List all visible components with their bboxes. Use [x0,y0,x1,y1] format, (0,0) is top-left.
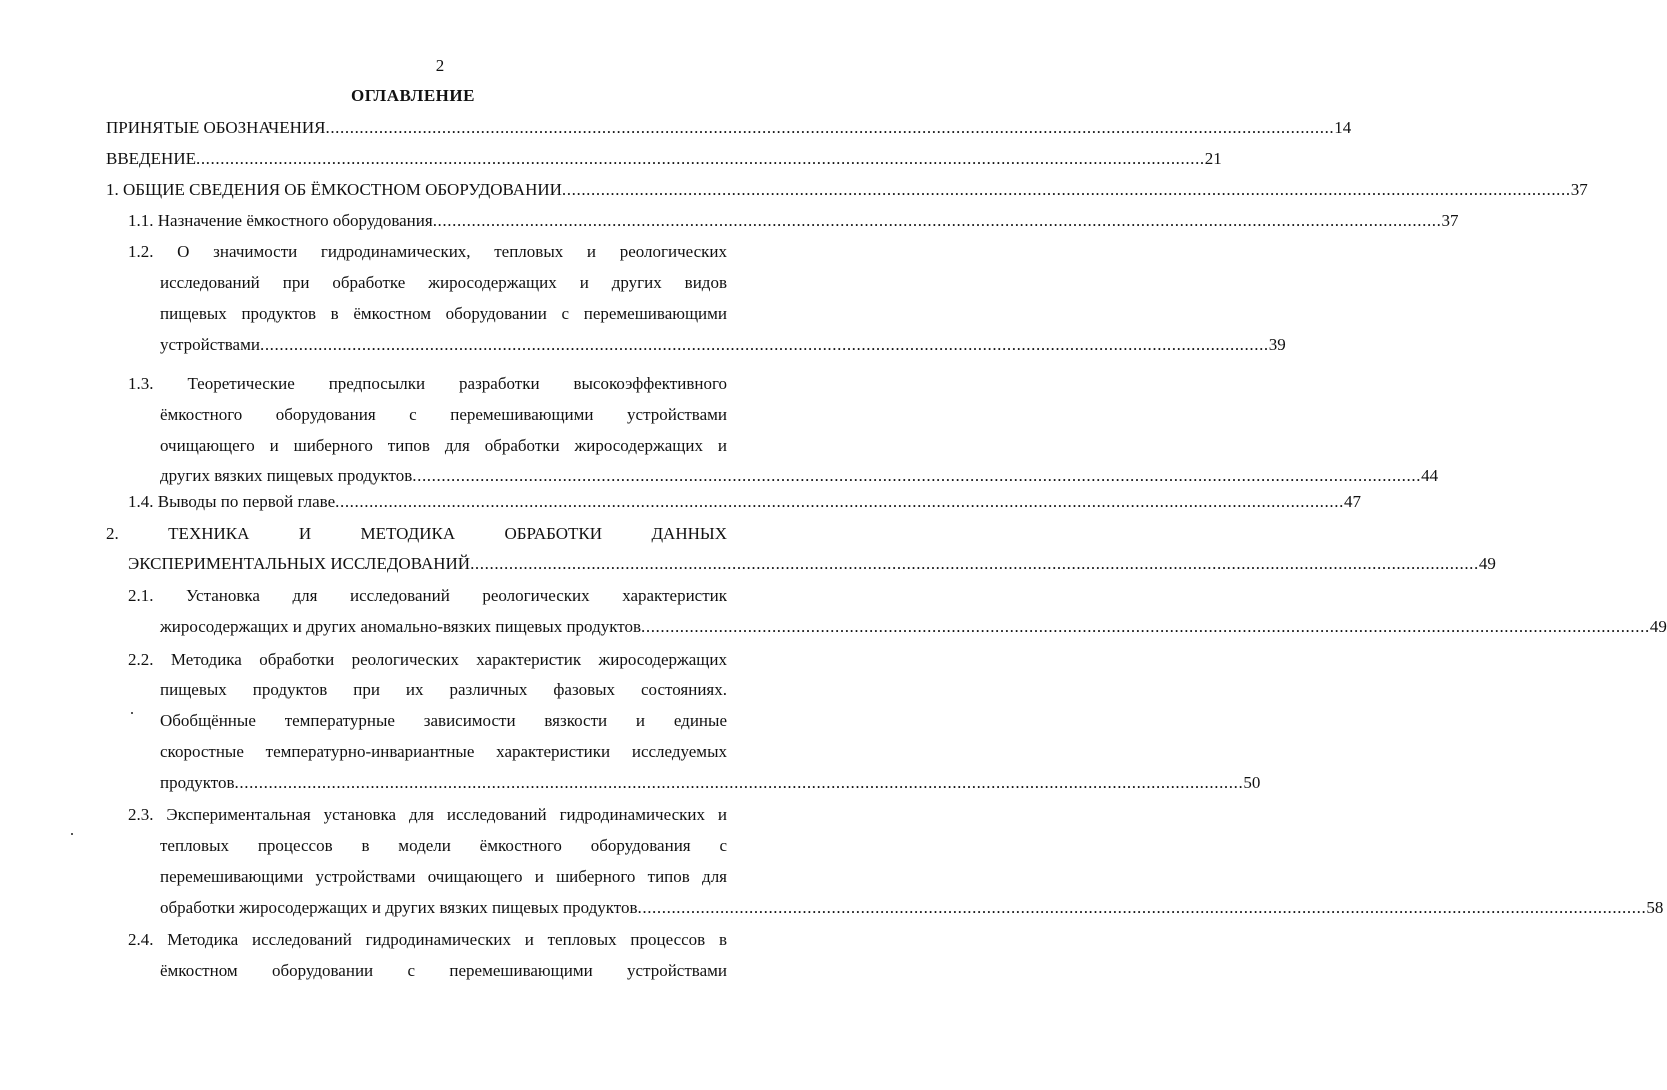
scan-speck [131,712,133,714]
toc-entry-line[interactable] [160,898,1664,918]
toc-entry-line[interactable] [128,211,1459,231]
toc-entry-text: ЭКСПЕРИМЕНТАЛЬНЫХ ИССЛЕДОВАНИЙ [128,554,471,573]
page-number: 2 [435,56,445,75]
page-title: ОГЛАВЛЕНИЕ [351,86,475,105]
toc-entry-line: Обобщённые температурные зависимости вязкости и единые [160,711,727,730]
toc-entry-line[interactable] [160,773,1261,793]
toc-entry-line: 1.2. О значимости гидродинамических, тепловых и реологических [128,242,727,261]
toc-page-number: 37 [1570,180,1588,199]
toc-entry-line: ёмкостном оборудовании с перемешивающими устройствами [160,961,727,980]
toc-entry-text: обработки жиросодержащих и других вязких пищевых продуктов [160,898,638,917]
toc-page-number: 49 [1478,554,1496,573]
dot-leader: ................................................................................................................................................................................................................ [335,492,1344,511]
toc-entry-text: других вязких пищевых продуктов [160,466,413,485]
dot-leader: ................................................................................................................................................................................................................ [412,466,1422,485]
toc-page-number: 50 [1243,773,1261,792]
toc-entry-line: 2.1. Установка для исследований реологических характеристик [128,586,727,605]
toc-entry-line: пищевых продуктов при их различных фазовых состояниях. [160,680,727,699]
toc-page-number: 58 [1646,898,1664,917]
dot-leader: ................................................................................................................................................................................................................ [561,180,1571,199]
toc-entry-text: устройствами [160,335,260,354]
toc-entry-line: исследований при обработке жиросодержащих и других видов [160,273,727,292]
toc-page-number: 44 [1421,466,1439,485]
toc-entry-text: ВВЕДЕНИЕ [106,149,196,168]
toc-entry-line: 1.3. Теоретические предпосылки разработки высокоэффективного [128,374,727,393]
toc-entry-text: 1. ОБЩИЕ СВЕДЕНИЯ ОБ ЁМКОСТНОМ ОБОРУДОВАНИИ [106,180,562,199]
toc-entry-line: 2.2. Методика обработки реологических характеристик жиросодержащих [128,650,727,669]
dot-leader: ................................................................................................................................................................................................................ [259,335,1269,354]
scan-speck [71,833,73,835]
toc-page-number: 39 [1268,335,1286,354]
toc-entry-line: скоростные температурно-инвариантные характеристики исследуемых [160,742,727,761]
toc-entry-line: очищающего и шиберного типов для обработки жиросодержащих и [160,436,727,455]
toc-page-number: 49 [1649,617,1667,636]
toc-page-number: 37 [1441,211,1459,230]
toc-entry-line: ёмкостного оборудования с перемешивающими устройствами [160,405,727,424]
toc-entry-line[interactable] [160,617,1667,637]
dot-leader: ................................................................................................................................................................................................................ [637,898,1647,917]
toc-page-number: 14 [1334,118,1352,137]
dot-leader: ................................................................................................................................................................................................................ [470,554,1479,573]
toc-entry-line[interactable] [128,554,1496,574]
toc-entry-line: тепловых процессов в модели ёмкостного оборудования с [160,836,727,855]
dot-leader: ................................................................................................................................................................................................................ [195,149,1205,168]
toc-entry-line[interactable] [160,335,1286,355]
toc-entry-line[interactable] [160,466,1439,486]
dot-leader: ................................................................................................................................................................................................................ [432,211,1442,230]
toc-page-number: 47 [1343,492,1361,511]
toc-entry-line[interactable] [106,149,1222,169]
toc-entry-text: 1.1. Назначение ёмкостного оборудования [128,211,433,230]
dot-leader: ................................................................................................................................................................................................................ [325,118,1335,137]
dot-leader: ................................................................................................................................................................................................................ [234,773,1244,792]
toc-page-number: 21 [1204,149,1222,168]
toc-entry-line: 2. ТЕХНИКА И МЕТОДИКА ОБРАБОТКИ ДАННЫХ [106,524,727,543]
toc-entry-line[interactable] [106,118,1352,138]
toc-entry-line[interactable] [106,180,1588,200]
toc-entry-line: пищевых продуктов в ёмкостном оборудовании с перемешивающими [160,304,727,323]
toc-entry-text: ПРИНЯТЫЕ ОБОЗНАЧЕНИЯ [106,118,326,137]
toc-entry-line: 2.4. Методика исследований гидродинамических и тепловых процессов в [128,930,727,949]
dot-leader: ................................................................................................................................................................................................................ [641,617,1650,636]
toc-entry-text: продуктов [160,773,235,792]
toc-entry-line: перемешивающими устройствами очищающего и шиберного типов для [160,867,727,886]
toc-entry-line: 2.3. Экспериментальная установка для исследований гидродинамических и [128,805,727,824]
toc-entry-text: 1.4. Выводы по первой главе [128,492,336,511]
toc-entry-text: жиросодержащих и других аномально-вязких пищевых продуктов [160,617,641,636]
toc-entry-line[interactable] [128,492,1361,512]
